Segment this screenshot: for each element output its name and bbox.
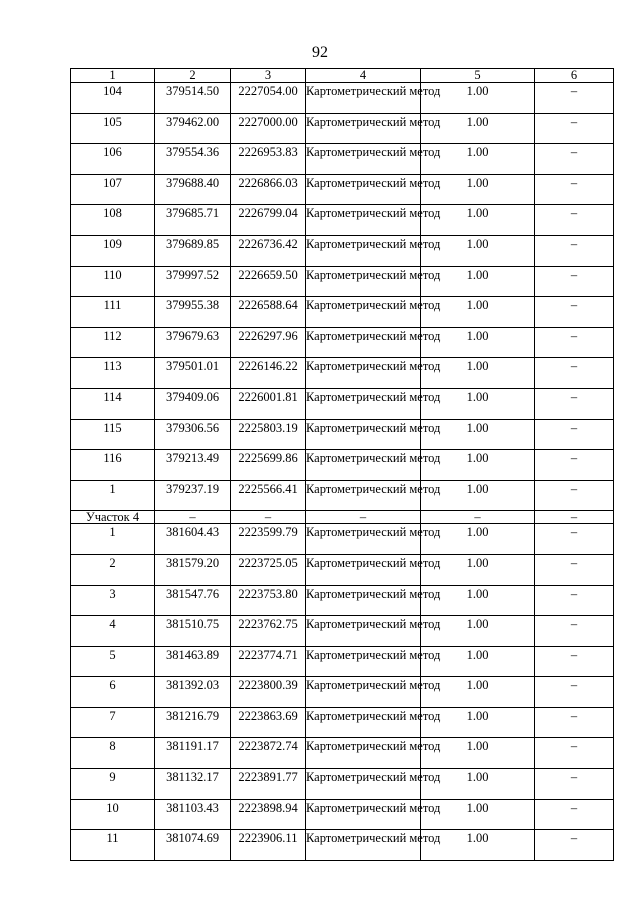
note-cell: – (535, 450, 614, 481)
point-number-cell: 109 (71, 235, 155, 266)
point-number-cell: 1 (71, 480, 155, 511)
point-number-cell: 116 (71, 450, 155, 481)
y-coordinate-cell: 2223725.05 (231, 554, 306, 585)
method-cell: Картометрический метод (306, 83, 421, 114)
x-coordinate-cell: 379501.01 (155, 358, 231, 389)
accuracy-cell: 1.00 (421, 677, 535, 708)
x-coordinate-cell: 379213.49 (155, 450, 231, 481)
accuracy-cell: 1.00 (421, 480, 535, 511)
method-cell: Картометрический метод (306, 677, 421, 708)
section-row (71, 511, 614, 524)
column-header: 2 (155, 69, 231, 83)
x-coordinate-cell: 381463.89 (155, 646, 231, 677)
header-row (71, 69, 614, 83)
note-cell: – (535, 235, 614, 266)
table-row (71, 388, 614, 419)
table-row (71, 707, 614, 738)
table-row (71, 554, 614, 585)
x-coordinate-cell: 379689.85 (155, 235, 231, 266)
accuracy-cell: 1.00 (421, 327, 535, 358)
x-coordinate-cell: 381579.20 (155, 554, 231, 585)
section-accuracy-cell: – (421, 511, 535, 524)
note-cell: – (535, 83, 614, 114)
y-coordinate-cell: 2223774.71 (231, 646, 306, 677)
section-note-cell: – (535, 511, 614, 524)
method-cell: Картометрический метод (306, 358, 421, 389)
y-coordinate-cell: 2223762.75 (231, 616, 306, 647)
y-coordinate-cell: 2225699.86 (231, 450, 306, 481)
point-number-cell: 114 (71, 388, 155, 419)
point-number-cell: 10 (71, 799, 155, 830)
note-cell: – (535, 616, 614, 647)
y-coordinate-cell: 2223863.69 (231, 707, 306, 738)
method-cell: Картометрический метод (306, 144, 421, 175)
x-coordinate-cell: 379409.06 (155, 388, 231, 419)
method-cell: Картометрический метод (306, 450, 421, 481)
accuracy-cell: 1.00 (421, 83, 535, 114)
x-coordinate-cell: 381216.79 (155, 707, 231, 738)
table-row (71, 677, 614, 708)
accuracy-cell: 1.00 (421, 144, 535, 175)
accuracy-cell: 1.00 (421, 585, 535, 616)
y-coordinate-cell: 2226659.50 (231, 266, 306, 297)
table-row (71, 769, 614, 800)
note-cell: – (535, 327, 614, 358)
point-number-cell: 4 (71, 616, 155, 647)
method-cell: Картометрический метод (306, 769, 421, 800)
accuracy-cell: 1.00 (421, 266, 535, 297)
method-cell: Картометрический метод (306, 707, 421, 738)
method-cell: Картометрический метод (306, 799, 421, 830)
table-row (71, 646, 614, 677)
note-cell: – (535, 524, 614, 555)
table-row (71, 585, 614, 616)
table-row (71, 738, 614, 769)
accuracy-cell: 1.00 (421, 113, 535, 144)
note-cell: – (535, 297, 614, 328)
table-row (71, 144, 614, 175)
section-y-cell: – (231, 511, 306, 524)
section-label-cell: Участок 4 (71, 511, 155, 524)
point-number-cell: 105 (71, 113, 155, 144)
note-cell: – (535, 646, 614, 677)
coordinates-table (70, 68, 614, 861)
accuracy-cell: 1.00 (421, 174, 535, 205)
point-number-cell: 8 (71, 738, 155, 769)
accuracy-cell: 1.00 (421, 358, 535, 389)
x-coordinate-cell: 379554.36 (155, 144, 231, 175)
y-coordinate-cell: 2223599.79 (231, 524, 306, 555)
method-cell: Картометрический метод (306, 205, 421, 236)
x-coordinate-cell: 381132.17 (155, 769, 231, 800)
y-coordinate-cell: 2227000.00 (231, 113, 306, 144)
table-row (71, 358, 614, 389)
method-cell: Картометрический метод (306, 235, 421, 266)
x-coordinate-cell: 379514.50 (155, 83, 231, 114)
table-row (71, 174, 614, 205)
method-cell: Картометрический метод (306, 388, 421, 419)
point-number-cell: 3 (71, 585, 155, 616)
accuracy-cell: 1.00 (421, 646, 535, 677)
table-row (71, 799, 614, 830)
note-cell: – (535, 677, 614, 708)
point-number-cell: 111 (71, 297, 155, 328)
point-number-cell: 11 (71, 830, 155, 861)
x-coordinate-cell: 379688.40 (155, 174, 231, 205)
column-header: 6 (535, 69, 614, 83)
column-header: 5 (421, 69, 535, 83)
accuracy-cell: 1.00 (421, 616, 535, 647)
point-number-cell: 1 (71, 524, 155, 555)
accuracy-cell: 1.00 (421, 297, 535, 328)
method-cell: Картометрический метод (306, 646, 421, 677)
method-cell: Картометрический метод (306, 113, 421, 144)
table-row (71, 524, 614, 555)
x-coordinate-cell: 379679.63 (155, 327, 231, 358)
table-row (71, 297, 614, 328)
method-cell: Картометрический метод (306, 297, 421, 328)
note-cell: – (535, 388, 614, 419)
x-coordinate-cell: 381103.43 (155, 799, 231, 830)
x-coordinate-cell: 381547.76 (155, 585, 231, 616)
note-cell: – (535, 419, 614, 450)
y-coordinate-cell: 2227054.00 (231, 83, 306, 114)
note-cell: – (535, 738, 614, 769)
note-cell: – (535, 205, 614, 236)
section-x-cell: – (155, 511, 231, 524)
y-coordinate-cell: 2223891.77 (231, 769, 306, 800)
column-header: 3 (231, 69, 306, 83)
x-coordinate-cell: 381510.75 (155, 616, 231, 647)
note-cell: – (535, 266, 614, 297)
method-cell: Картометрический метод (306, 738, 421, 769)
method-cell: Картометрический метод (306, 830, 421, 861)
y-coordinate-cell: 2223753.80 (231, 585, 306, 616)
y-coordinate-cell: 2225566.41 (231, 480, 306, 511)
method-cell: Картометрический метод (306, 480, 421, 511)
y-coordinate-cell: 2226297.96 (231, 327, 306, 358)
y-coordinate-cell: 2226866.03 (231, 174, 306, 205)
table-row (71, 450, 614, 481)
note-cell: – (535, 707, 614, 738)
method-cell: Картометрический метод (306, 585, 421, 616)
note-cell: – (535, 554, 614, 585)
accuracy-cell: 1.00 (421, 769, 535, 800)
table-row (71, 327, 614, 358)
note-cell: – (535, 144, 614, 175)
table-row (71, 616, 614, 647)
method-cell: Картометрический метод (306, 616, 421, 647)
point-number-cell: 5 (71, 646, 155, 677)
method-cell: Картометрический метод (306, 327, 421, 358)
y-coordinate-cell: 2223872.74 (231, 738, 306, 769)
table-row (71, 419, 614, 450)
x-coordinate-cell: 379685.71 (155, 205, 231, 236)
accuracy-cell: 1.00 (421, 388, 535, 419)
x-coordinate-cell: 379462.00 (155, 113, 231, 144)
accuracy-cell: 1.00 (421, 419, 535, 450)
point-number-cell: 106 (71, 144, 155, 175)
note-cell: – (535, 480, 614, 511)
x-coordinate-cell: 381074.69 (155, 830, 231, 861)
y-coordinate-cell: 2225803.19 (231, 419, 306, 450)
y-coordinate-cell: 2223800.39 (231, 677, 306, 708)
note-cell: – (535, 799, 614, 830)
x-coordinate-cell: 379306.56 (155, 419, 231, 450)
point-number-cell: 107 (71, 174, 155, 205)
method-cell: Картометрический метод (306, 419, 421, 450)
y-coordinate-cell: 2226588.64 (231, 297, 306, 328)
table-row (71, 113, 614, 144)
y-coordinate-cell: 2226953.83 (231, 144, 306, 175)
x-coordinate-cell: 379997.52 (155, 266, 231, 297)
x-coordinate-cell: 379237.19 (155, 480, 231, 511)
method-cell: Картометрический метод (306, 524, 421, 555)
method-cell: Картометрический метод (306, 554, 421, 585)
note-cell: – (535, 174, 614, 205)
point-number-cell: 110 (71, 266, 155, 297)
point-number-cell: 9 (71, 769, 155, 800)
table-row (71, 83, 614, 114)
accuracy-cell: 1.00 (421, 830, 535, 861)
x-coordinate-cell: 379955.38 (155, 297, 231, 328)
y-coordinate-cell: 2226799.04 (231, 205, 306, 236)
page-number: 92 (312, 44, 328, 61)
accuracy-cell: 1.00 (421, 799, 535, 830)
note-cell: – (535, 769, 614, 800)
note-cell: – (535, 113, 614, 144)
note-cell: – (535, 585, 614, 616)
accuracy-cell: 1.00 (421, 235, 535, 266)
column-header: 4 (306, 69, 421, 83)
point-number-cell: 113 (71, 358, 155, 389)
y-coordinate-cell: 2226001.81 (231, 388, 306, 419)
accuracy-cell: 1.00 (421, 554, 535, 585)
table-row (71, 266, 614, 297)
note-cell: – (535, 830, 614, 861)
y-coordinate-cell: 2226146.22 (231, 358, 306, 389)
x-coordinate-cell: 381191.17 (155, 738, 231, 769)
point-number-cell: 6 (71, 677, 155, 708)
method-cell: Картометрический метод (306, 266, 421, 297)
accuracy-cell: 1.00 (421, 450, 535, 481)
point-number-cell: 112 (71, 327, 155, 358)
note-cell: – (535, 358, 614, 389)
accuracy-cell: 1.00 (421, 524, 535, 555)
column-header: 1 (71, 69, 155, 83)
point-number-cell: 115 (71, 419, 155, 450)
y-coordinate-cell: 2226736.42 (231, 235, 306, 266)
method-cell: Картометрический метод (306, 174, 421, 205)
table-row (71, 830, 614, 861)
point-number-cell: 104 (71, 83, 155, 114)
y-coordinate-cell: 2223906.11 (231, 830, 306, 861)
accuracy-cell: 1.00 (421, 738, 535, 769)
x-coordinate-cell: 381604.43 (155, 524, 231, 555)
section-method-cell: – (306, 511, 421, 524)
table-row (71, 235, 614, 266)
point-number-cell: 7 (71, 707, 155, 738)
point-number-cell: 2 (71, 554, 155, 585)
table-row (71, 205, 614, 236)
x-coordinate-cell: 381392.03 (155, 677, 231, 708)
table-row (71, 480, 614, 511)
accuracy-cell: 1.00 (421, 205, 535, 236)
accuracy-cell: 1.00 (421, 707, 535, 738)
point-number-cell: 108 (71, 205, 155, 236)
y-coordinate-cell: 2223898.94 (231, 799, 306, 830)
